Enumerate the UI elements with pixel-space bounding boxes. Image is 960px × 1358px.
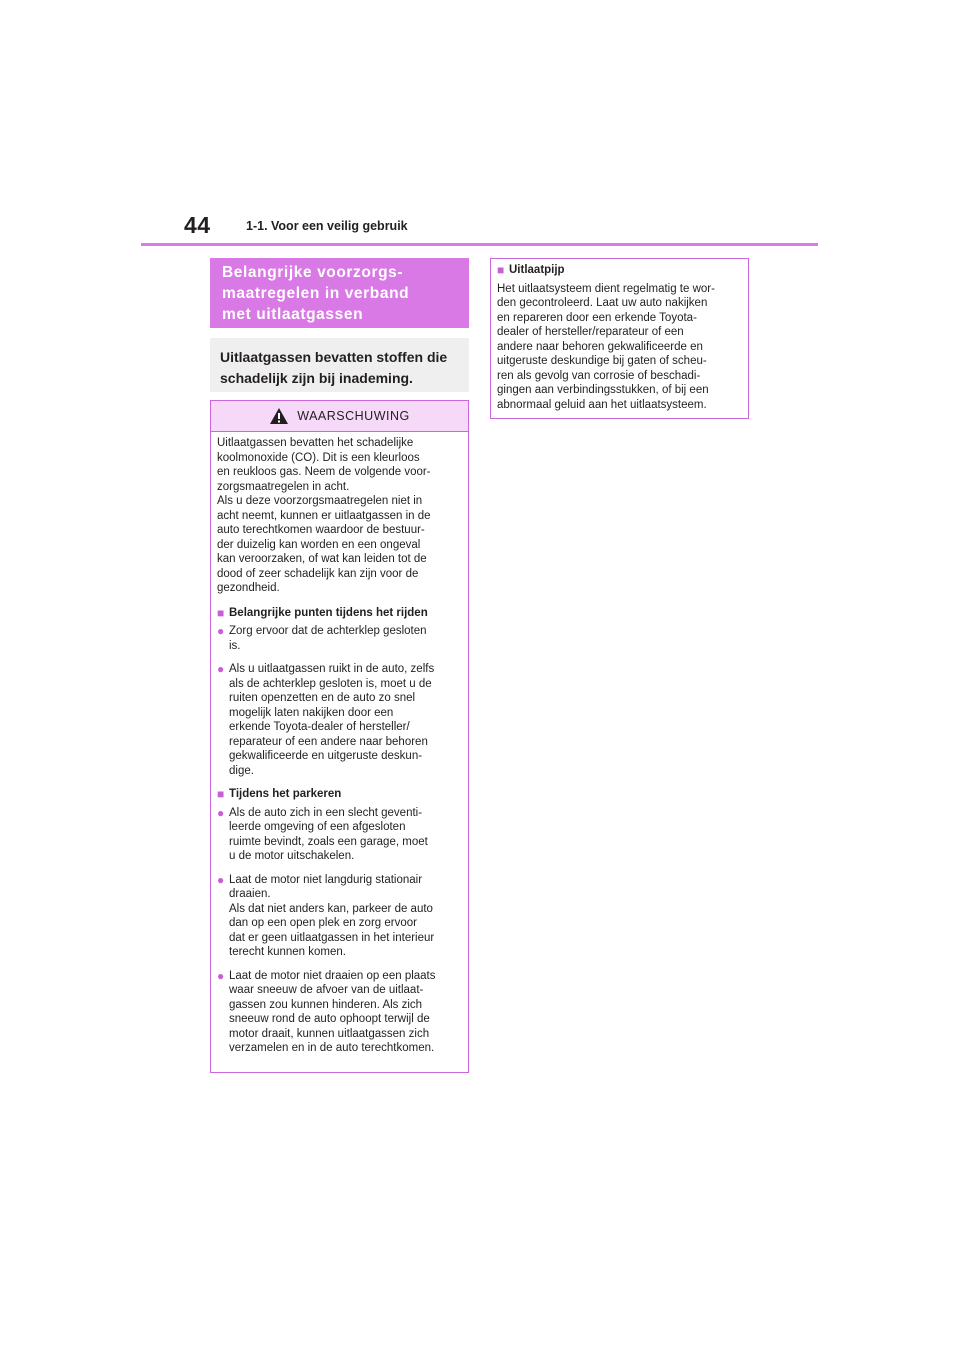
section-heading xyxy=(217,787,462,802)
header-rule xyxy=(141,243,818,246)
section-title: 1-1. Voor een veilig gebruik xyxy=(246,219,408,233)
list-item-text: Als u uitlaatgassen ruikt in de auto, zelfs als de achterklep gesloten is, moet u de ruiten openzetten en de auto zo snel mogelijk laten nakijken door een erkende Toyota-dealer of hersteller/ reparateur of een andere naar behoren gekwalificeerde en uitgeruste deskun- dige. xyxy=(229,663,435,777)
section-heading-text: Belangrijke punten tijdens het rijden xyxy=(229,606,428,619)
square-bullet-icon: ■ xyxy=(217,605,225,620)
exhaust-pipe-box xyxy=(490,258,749,419)
circle-bullet-icon: ● xyxy=(217,662,225,676)
list-item-text: Laat de motor niet langdurig stationair draaien. Als dat niet anders kan, parkeer de auto dan op een open plek en zorg ervoor dat er geen uitlaatgassen in het interieur terecht kunnen komen. xyxy=(229,873,435,958)
list-item xyxy=(217,969,462,1056)
circle-bullet-icon: ● xyxy=(217,624,225,638)
list-item-text: Als de auto zich in een slecht geventi- leerde omgeving of een afgesloten ruimte bevindt, zoals een garage, moet u de motor uitschakelen. xyxy=(229,806,428,862)
circle-bullet-icon: ● xyxy=(217,968,225,983)
list-item-text: Zorg ervoor dat de achterklep gesloten is. xyxy=(229,625,427,652)
circle-bullet-icon: ● xyxy=(217,805,225,820)
warning-label: WAARSCHUWING xyxy=(297,409,410,423)
list-item xyxy=(217,806,462,864)
section-heading-text: Uitlaatpijp xyxy=(509,264,565,276)
warning-box xyxy=(210,400,469,1073)
warning-paragraph: Uitlaatgassen bevatten het schadelijke koolmonoxide (CO). Dit is een kleurloos en reukloos gas. Neem de volgende voor- zorgsmaatregelen in acht. Als u deze voorzorgsmaatregelen niet in acht neemt, kunnen er uitlaatgassen in de auto terechtkomen waardoor de bestuur- der duizelig kan worden en een ongeval kan veroorzaken, of wat kan leiden tot de dood of zeer schadelijk kan zijn voor de gezondheid. xyxy=(217,437,431,594)
section-heading xyxy=(217,606,462,621)
page-title: Belangrijke voorzorgs- maatregelen in verband met uitlaatgassen xyxy=(222,264,410,323)
square-bullet-icon: ■ xyxy=(497,263,505,277)
circle-bullet-icon: ● xyxy=(217,872,225,887)
warning-body xyxy=(211,432,468,1056)
list-item-text: Laat de motor niet draaien op een plaats waar sneeuw de afvoer van de uitlaat- gassen zou kunnen hinderen. Als zich sneeuw rond de auto ophoopt terwijl de motor draait, kunnen uitlaatgassen zich verzamelen en in de auto terechtkomen. xyxy=(229,969,436,1054)
warning-triangle-icon xyxy=(269,407,289,425)
list-item xyxy=(217,624,462,653)
intro-box xyxy=(210,338,469,392)
title-box xyxy=(210,258,469,328)
exhaust-paragraph: Het uitlaatsysteem dient regelmatig te wor- den gecontroleerd. Laat uw auto nakijken en repareren door een erkende Toyota- dealer of hersteller/reparateur of een andere naar behoren gekwalificeerde en uitgeruste deskundige bij gaten of scheu- ren als gevolg van corrosie of beschadi- gingen aan verbindingsstukken, of bij een abnormaal geluid aan het uitlaatsysteem. xyxy=(497,282,715,411)
warning-header xyxy=(211,401,468,432)
square-bullet-icon: ■ xyxy=(217,787,225,801)
page-number: 44 xyxy=(184,212,211,238)
list-item xyxy=(217,662,462,778)
intro-text: Uitlaatgassen bevatten stoffen die schadelijk zijn bij inademing. xyxy=(220,349,448,386)
list-item xyxy=(217,873,462,960)
section-heading xyxy=(497,263,742,278)
section-heading-text: Tijdens het parkeren xyxy=(229,788,342,800)
